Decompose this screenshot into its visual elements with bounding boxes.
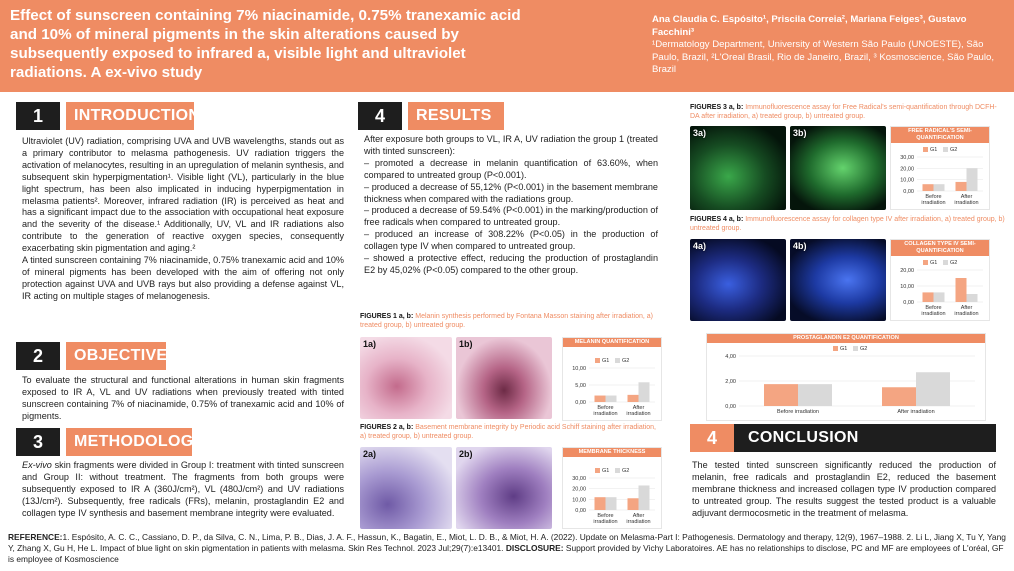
y-tick-label: 10,00 [572,366,586,372]
y-tick-label: 30,00 [900,155,914,161]
melanin-chart [562,337,662,421]
bar [967,294,978,302]
section-number: 2 [16,342,60,370]
objective-paragraph: To evaluate the structural and functional alterations in human skin fragments exposed to IR A, VL and UV radiations when previously treated with tinted sunscreen containing 7% of niacinamide, 0.75% of tranexamic acid and 10% of pigments. [22,375,344,421]
section-number: 4 [690,424,734,452]
figure-4-caption-text: Immunofluorescence assay for collagen type IV after irradiation, a) treated group, b) untreated group. [690,216,1005,232]
chart-svg [563,448,661,528]
results-text [364,134,658,277]
figure-2-caption-label: FIGURES 2 a, b: [360,424,414,431]
y-tick-label: 20,00 [900,268,914,274]
chart-svg [891,240,989,320]
authors-block [652,14,1002,77]
conclusion-heading [690,424,996,452]
intro-text [22,136,344,303]
x-tick-label: irradiation [954,311,979,317]
objective-text [22,375,344,423]
y-tick-label: 0,00 [575,400,586,406]
methodology-text [22,460,344,520]
author-names: Ana Claudia C. Espósito¹, Priscila Correia², Mariana Feiges³, Gustavo Facchini³ [652,14,967,38]
legend-label: G1 [602,468,610,474]
x-tick-label: irradiation [921,311,946,317]
x-tick-label: After [632,405,645,411]
image-label: 3b) [793,128,807,138]
x-tick-label: irradiation [954,200,979,206]
results-item: – produced an increase of 308.22% (P<0.05) in the production of collagen type IV when compared to untreated group. [364,229,658,252]
bar [956,182,967,191]
figure-2-caption [360,424,660,441]
figure-4-caption-label: FIGURES 4 a, b: [690,216,744,223]
bar [923,292,934,302]
bar [595,497,606,510]
legend-label: G2 [950,260,958,266]
chart-svg [563,338,661,420]
results-item: – produced a decrease of 55,12% (P<0.001) in the basement membrane thickness when compared with the radiations group. [364,181,658,204]
chart-title: PROSTAGLANDIN E2 QUANTIFICATION [707,334,985,343]
bar [798,384,832,406]
legend-label: G1 [840,346,848,352]
y-tick-label: 0,00 [903,189,914,195]
section-number: 3 [16,428,60,456]
legend-label: G2 [622,358,630,364]
figure-3a-image [690,126,786,210]
bar [628,395,639,402]
bar [882,387,916,406]
image-label: 1b) [459,339,473,349]
legend-swatch [615,468,620,473]
figure-2b-image [456,447,552,529]
legend-swatch [833,346,838,351]
intro-heading [16,102,344,130]
chart-title: FREE RADICAL'S SEMI-QUANTIFICATION [891,127,989,143]
bar [764,384,798,406]
references [8,532,1006,565]
y-tick-label: 5,00 [575,383,586,389]
disclosure-label: DISCLOSURE: [503,543,564,553]
conclusion-paragraph: The tested tinted sunscreen significantly reduced the production of melanin, free radicals and prostaglandin E2, reduced the basement membrane thickness and increased collagen type IV production compared to untreated group. The results suggest the tested product is a valuable adjuvant dermocosmetic in the treatment of melasma. [692,460,996,518]
figure-1b-image [456,337,552,419]
bar [595,396,606,402]
chart-title: MEMBRANE THICKNESS [563,448,661,457]
x-tick-label: irradiation [626,411,651,417]
collagen-chart [890,239,990,321]
x-tick-label: Before [597,513,614,519]
figure-1-caption-label: FIGURES 1 a, b: [360,313,414,320]
bar [934,292,945,302]
image-label: 2a) [363,449,377,459]
poster-title: Effect of sunscreen containing 7% niacinamide, 0.75% tranexamic acid and 10% of mineral pigments in the skin alterations caused by subsequently exposed to infrared a, visible light and ultraviolet radiations. A ex-vivo study [10,7,521,81]
membrane-chart [562,447,662,529]
prostaglandin-chart [706,333,986,421]
legend-swatch [943,260,948,265]
y-tick-label: 10,00 [572,497,586,504]
image-label: 4a) [693,241,707,251]
y-tick-label: 2,00 [725,379,736,385]
figure-2a-image [360,447,452,529]
bar [956,278,967,302]
objective-heading [16,342,344,370]
legend-label: G2 [950,147,958,153]
image-label: 4b) [793,241,807,251]
figure-1a-image [360,337,452,419]
legend-swatch [595,358,600,363]
legend-label: G2 [860,346,868,352]
section-number: 4 [358,102,402,130]
legend-swatch [595,468,600,473]
bar [934,184,945,191]
y-tick-label: 10,00 [900,284,914,290]
figure-3-caption-text: Immunofluorescence assay for Free Radical's semi-quantification through DCFH-DA after irradiation, a) treated group, b) untreated group. [690,104,997,120]
bar [606,497,617,510]
intro-paragraph: A tinted sunscreen containing 7% niacinamide, 0.75% tranexamic acid and 10% of mineral pigments has been developed with the aim of offering not only protection against UVA and UVB rays but also providing a defense against VL, IR acting on multiple stages of melanogenesis. [22,255,344,301]
results-heading [358,102,678,130]
section-title: INTRODUCTION [66,102,194,130]
ex-vivo-term: Ex-vivo [22,460,52,470]
references-text: 1. Espósito, A. C. C., Cassiano, D. P., da Silva, C. N., Lima, P. B., Dias, J. A. F., Hassun, K., Bagatin, E., Miot, L. D. B., & Miot, H. A. (2022). Update on Melasma-Part I: Pathogenesis. Dermatology and therapy, 12(9), 1967–1988. 2. Li L, Jiang X, Tu Y, Yang Y, Zhang X, Gu H, He L. Impact of blue light on skin pigmentation in patients with melasma. Skin Res Technol. 2023 Jul;29(7):e13401. [8,532,1006,553]
image-label: 3a) [693,128,707,138]
bar [923,184,934,191]
legend-label: G1 [602,358,610,364]
x-tick-label: irradiation [921,200,946,206]
chart-svg [707,334,985,420]
bar [967,168,978,191]
legend-label: G2 [622,468,630,474]
section-title: CONCLUSION [740,424,880,452]
y-tick-label: 30,00 [572,476,586,482]
legend-label: G1 [930,147,938,153]
results-item: – showed a protective effect, reducing the production of prostaglandin E2 by 45,02% (P<0.05) compared to the other group. [364,253,658,275]
chart-title: MELANIN QUANTIFICATION [563,338,661,347]
figure-4b-image [790,239,886,321]
results-item: – promoted a decrease in melanin quantification of 63.60%, when compared to untreated group (P<0.001). [364,157,658,180]
chart-title: COLLAGEN TYPE IV SEMI-QUANTIFICATION [891,240,989,256]
section-title: OBJECTIVE [66,342,166,370]
results-lead: After exposure both groups to VL, IR A, UV radiation the group 1 (treated with tinted sunscreen): [364,134,658,156]
x-tick-label: After [960,305,973,311]
y-tick-label: 20,00 [900,166,914,173]
figure-1-caption-text: Melanin synthesis performed by Fontana Masson staining after irradiation, a) treated group, b) untreated group. [360,313,653,329]
bar [639,382,650,402]
y-tick-label: 4,00 [725,354,736,360]
y-tick-label: 10,00 [900,177,914,184]
conclusion-text [692,460,996,520]
methodology-heading [16,428,344,456]
x-tick-label: After [960,194,973,200]
section-number: 1 [16,102,60,130]
x-tick-label: After [632,513,645,519]
legend-swatch [923,147,928,152]
free-radicals-chart [890,126,990,210]
figure-2-caption-text: Basement membrane integrity by Periodic acid Schiff staining after irradiation, a) treated group, b) untreated group. [360,424,656,440]
results-item: – produced a decrease of 59.54% (P<0.001) in the marking/production of free radicals when compared to untreated group. [364,205,658,228]
poster-header [0,0,1014,92]
y-tick-label: 0,00 [725,404,736,410]
bar [916,372,950,406]
x-tick-label: irradiation [626,519,651,525]
figure-3b-image [790,126,886,210]
y-tick-label: 20,00 [572,486,586,493]
image-label: 2b) [459,449,473,459]
legend-swatch [923,260,928,265]
figure-4-caption [690,216,1006,233]
figure-3-caption [690,104,1006,121]
intro-paragraph: Ultraviolet (UV) radiation, comprising UVA and UVB wavelengths, stands out as a primary contributor to melasma pathogenesis. UV radiation triggers the activation of melanocytes, resulting in an upregulation of melanin synthesis, and subsequent skin hyperpigmentation¹. Visible light (VL), particularly in the blue light spectrum, has been also implicated in inducing hyperpigmentation in melasma patients². Moreover, infrared radiation (IR) is perceived as heat and has a significant impact due to the association with occupational heat exposure and the severity of the disease.¹ Additionally, UV, VL and IR radiations also contribute to the generation of reactive oxygen species, consequently exacerbating skin pigmentation and aging.² [22,136,344,254]
methodology-body: skin fragments were divided in Group I: treatment with tinted sunscreen and Group II: without treatment. The fragments from both groups were subsequently exposed to IR A (360J/cm²), VL (480J/cm²) and UV radiations (13J/cm²). Subsequently, free radicals (FRs), melanin, prostaglandin E2 and collagen type IV synthesis and basement membrane integrity were evaluated. [22,460,344,518]
legend-swatch [615,358,620,363]
references-label: REFERENCE: [8,532,63,542]
bar [639,485,650,510]
disclosure-text: Support provided by Vichy Laboratoires. AE has no relationships to disclose, PC and MF are employees of L'oréal, GF is employee of Kosmoscience [8,543,1004,564]
legend-label: G1 [930,260,938,266]
legend-swatch [853,346,858,351]
y-tick-label: 0,00 [575,508,586,514]
section-title: RESULTS [408,102,504,130]
legend-swatch [943,147,948,152]
bar [606,396,617,402]
image-label: 1a) [363,339,377,349]
x-tick-label: Before irradiation [777,409,819,415]
figure-3-caption-label: FIGURES 3 a, b: [690,104,744,111]
x-tick-label: Before [925,194,942,200]
x-tick-label: irradiation [593,519,618,525]
chart-svg [891,127,989,209]
x-tick-label: Before [597,405,614,411]
figure-1-caption [360,313,660,330]
section-title: METHODOLOGY [66,428,192,456]
affiliations: ¹Dermatology Department, University of Western São Paulo (UNOESTE), São Paulo, Brazil, ²L'Oreal Brasil, Rio de Janeiro, Brazil, ³ Kosmoscience, São Paulo, Brazil [652,39,995,76]
bar [628,498,639,510]
x-tick-label: After irradiation [897,409,935,415]
figure-4a-image [690,239,786,321]
y-tick-label: 0,00 [903,300,914,306]
x-tick-label: irradiation [593,411,618,417]
methodology-paragraph [22,460,344,520]
x-tick-label: Before [925,305,942,311]
